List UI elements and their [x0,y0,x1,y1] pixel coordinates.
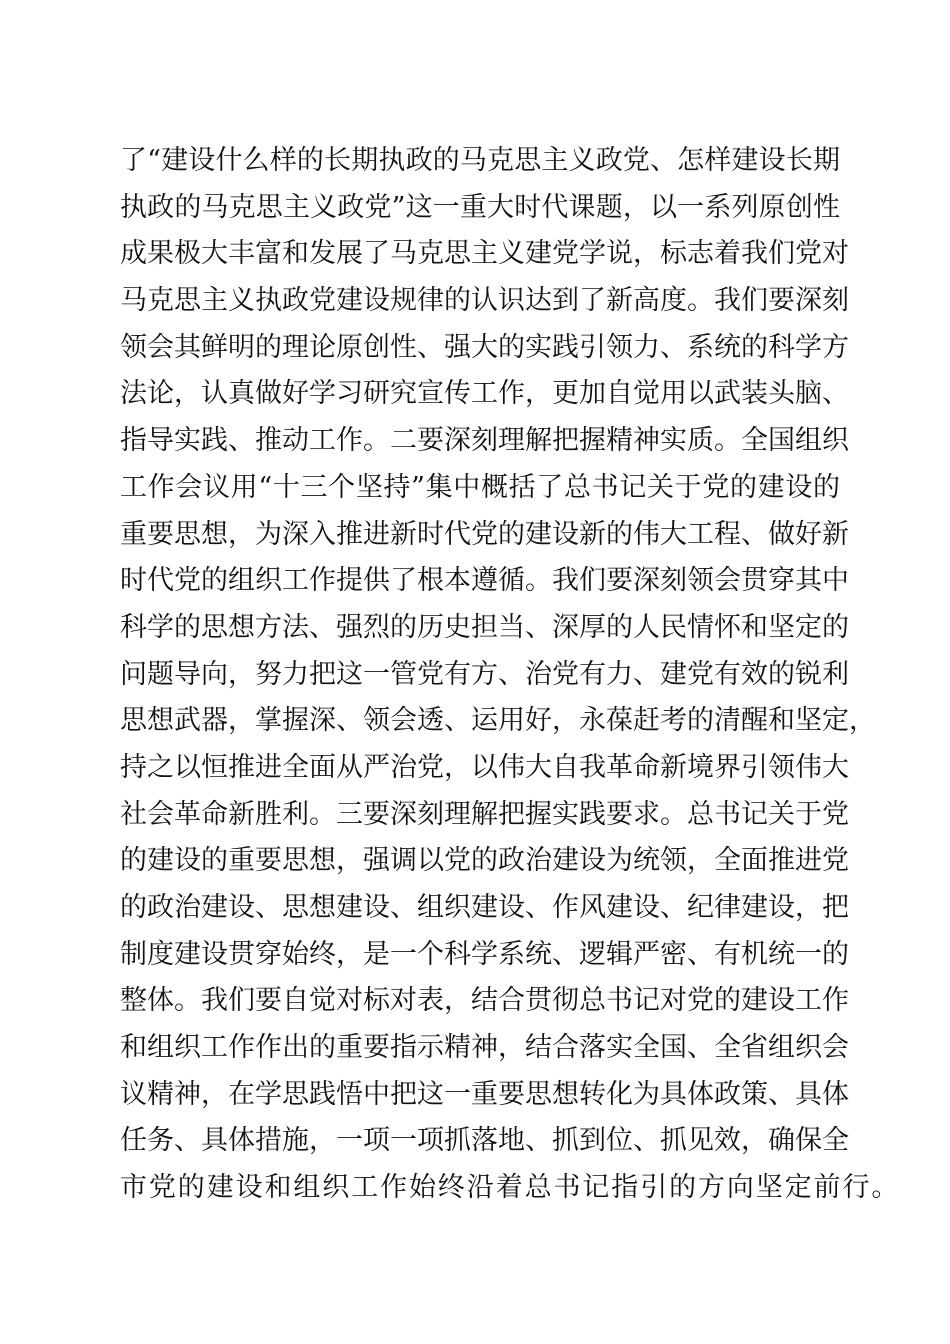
text-line: 思想武器，掌握深、领会透、运用好，永葆赶考的清醒和坚定， [120,705,876,737]
text-line: 议精神，在学思践悟中把这一重要思想转化为具体政策、具体 [120,1078,849,1110]
text-line: 科学的思想方法、强烈的历史担当、深厚的人民情怀和坚定的 [120,611,849,643]
text-line: 问题导向，努力把这一管党有方、治党有力、建党有效的锐利 [120,658,849,690]
text-line: 了“建设什么样的长期执政的马克思主义政党、怎样建设长期 [120,145,840,176]
text-line: 持之以恒推进全面从严治党，以伟大自我革命新境界引领伟大 [120,751,849,783]
text-line: 时代党的组织工作提供了根本遵循。我们要深刻领会贯穿其中 [120,565,849,597]
text-line: 法论，认真做好学习研究宣传工作，更加自觉用以武装头脑、 [120,378,849,410]
text-line: 的政治建设、思想建设、组织建设、作风建设、纪律建设，把 [120,892,849,923]
text-line: 领会其鲜明的理论原创性、强大的实践引领力、系统的科学方 [120,331,849,363]
text-line: 工作会议用“十三个坚持”集中概括了总书记关于党的建设的 [120,471,840,503]
text-line: 和组织工作作出的重要指示精神，结合落实全国、全省组织会 [120,1032,849,1064]
text-line: 整体。我们要自觉对标对表，结合贯彻总书记对党的建设工作 [120,985,849,1017]
text-line: 制度建设贯穿始终，是一个科学系统、逻辑严密、有机统一的 [120,938,849,970]
text-line: 社会革命新胜利。三要深刻理解把握实践要求。总书记关于党 [120,798,849,830]
text-line: 执政的马克思主义政党”这一重大时代课题，以一系列原创性 [120,191,840,223]
text-line: 成果极大丰富和发展了马克思主义建党学说，标志着我们党对 [120,238,849,270]
text-line: 任务、具体措施，一项一项抓落地、抓到位、抓见效，确保全 [120,1125,849,1157]
text-line: 重要思想，为深入推进新时代党的建设新的伟大工程、做好新 [120,518,849,550]
body-paragraph [120,138,901,1212]
text-line: 马克思主义执政党建设规律的认识达到了新高度。我们要深刻 [120,285,849,317]
text-line-last: 市党的建设和组织工作始终沿着总书记指引的方向坚定前行。 [120,1172,901,1204]
text-line: 的建设的重要思想，强调以党的政治建设为统领，全面推进党 [120,845,849,877]
text-line: 指导实践、推动工作。二要深刻理解把握精神实质。全国组织 [120,425,849,457]
